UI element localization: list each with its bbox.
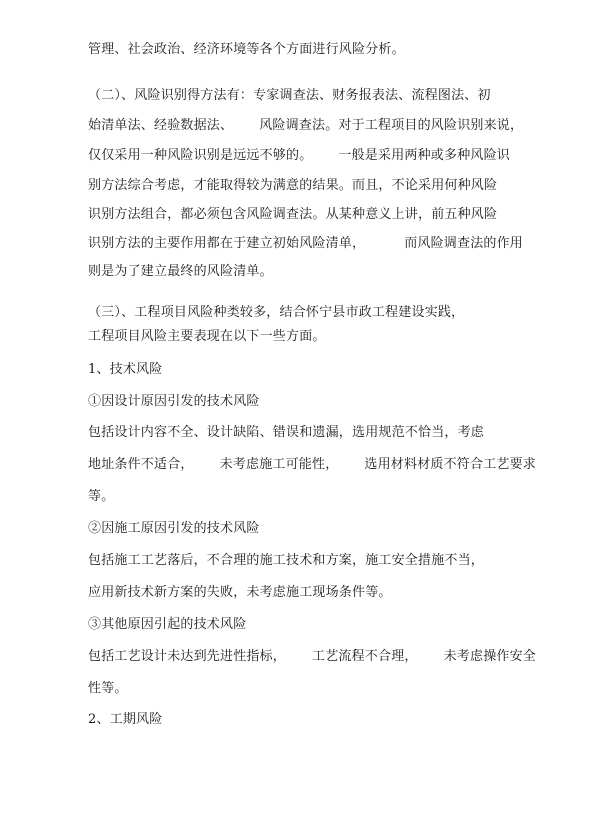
section-heading: 1、技术风险 — [88, 362, 163, 377]
paragraph-line: 识别方法组合，都必须包含风险调查法。从某种意义上讲，前五种风险 — [88, 207, 498, 222]
paragraph-line: 工程项目风险主要表现在以下一些方面。 — [88, 329, 326, 344]
paragraph-line: 别方法综合考虑，才能取得较为满意的结果。而且，不论采用何种风险 — [88, 178, 498, 193]
paragraph-line: （二）、风险识别得方法有：专家调查法、财务报表法、流程图法、初 — [88, 88, 491, 103]
subsection-heading: ③其他原因引起的技术风险 — [88, 617, 247, 632]
paragraph-line: 包括工艺设计未达到先进性指标， 工艺流程不合理， 未考虑操作安全 — [88, 649, 536, 664]
paragraph-line: 管理、社会政治、经济环境等各个方面进行风险分析。 — [88, 42, 405, 57]
paragraph-line: 等。 — [88, 489, 115, 504]
paragraph-line: 性等。 — [88, 681, 128, 696]
paragraph-line: 识别方法的主要作用都在于建立初始风险清单， 而风险调查法的作用 — [88, 236, 523, 251]
paragraph-line: 始清单法、经验数据法、 风险调查法。对于工程项目的风险识别来说， — [88, 118, 524, 133]
section-heading: 2、工期风险 — [88, 712, 163, 727]
paragraph-line: （三）、工程项目风险种类较多，结合怀宁县市政工程建设实践， — [88, 305, 465, 320]
paragraph-line: 仅仅采用一种风险识别是远远不够的。 一般是采用两种或多种风险识 — [88, 148, 510, 163]
paragraph-line: 包括施工工艺落后，不合理的施工技术和方案，施工安全措施不当， — [88, 553, 485, 568]
paragraph-line: 地址条件不适合， 未考虑施工可能性， 选用材料材质不符合工艺要求 — [88, 457, 536, 472]
subsection-heading: ②因施工原因引发的技术风险 — [88, 521, 260, 536]
paragraph-line: 应用新技术新方案的失败，未考虑施工现场条件等。 — [88, 585, 392, 600]
subsection-heading: ①因设计原因引发的技术风险 — [88, 394, 260, 409]
paragraph-line: 则是为了建立最终的风险清单。 — [88, 264, 273, 279]
paragraph-line: 包括设计内容不全、设计缺陷、错误和遗漏，选用规范不恰当，考虑 — [88, 425, 485, 440]
